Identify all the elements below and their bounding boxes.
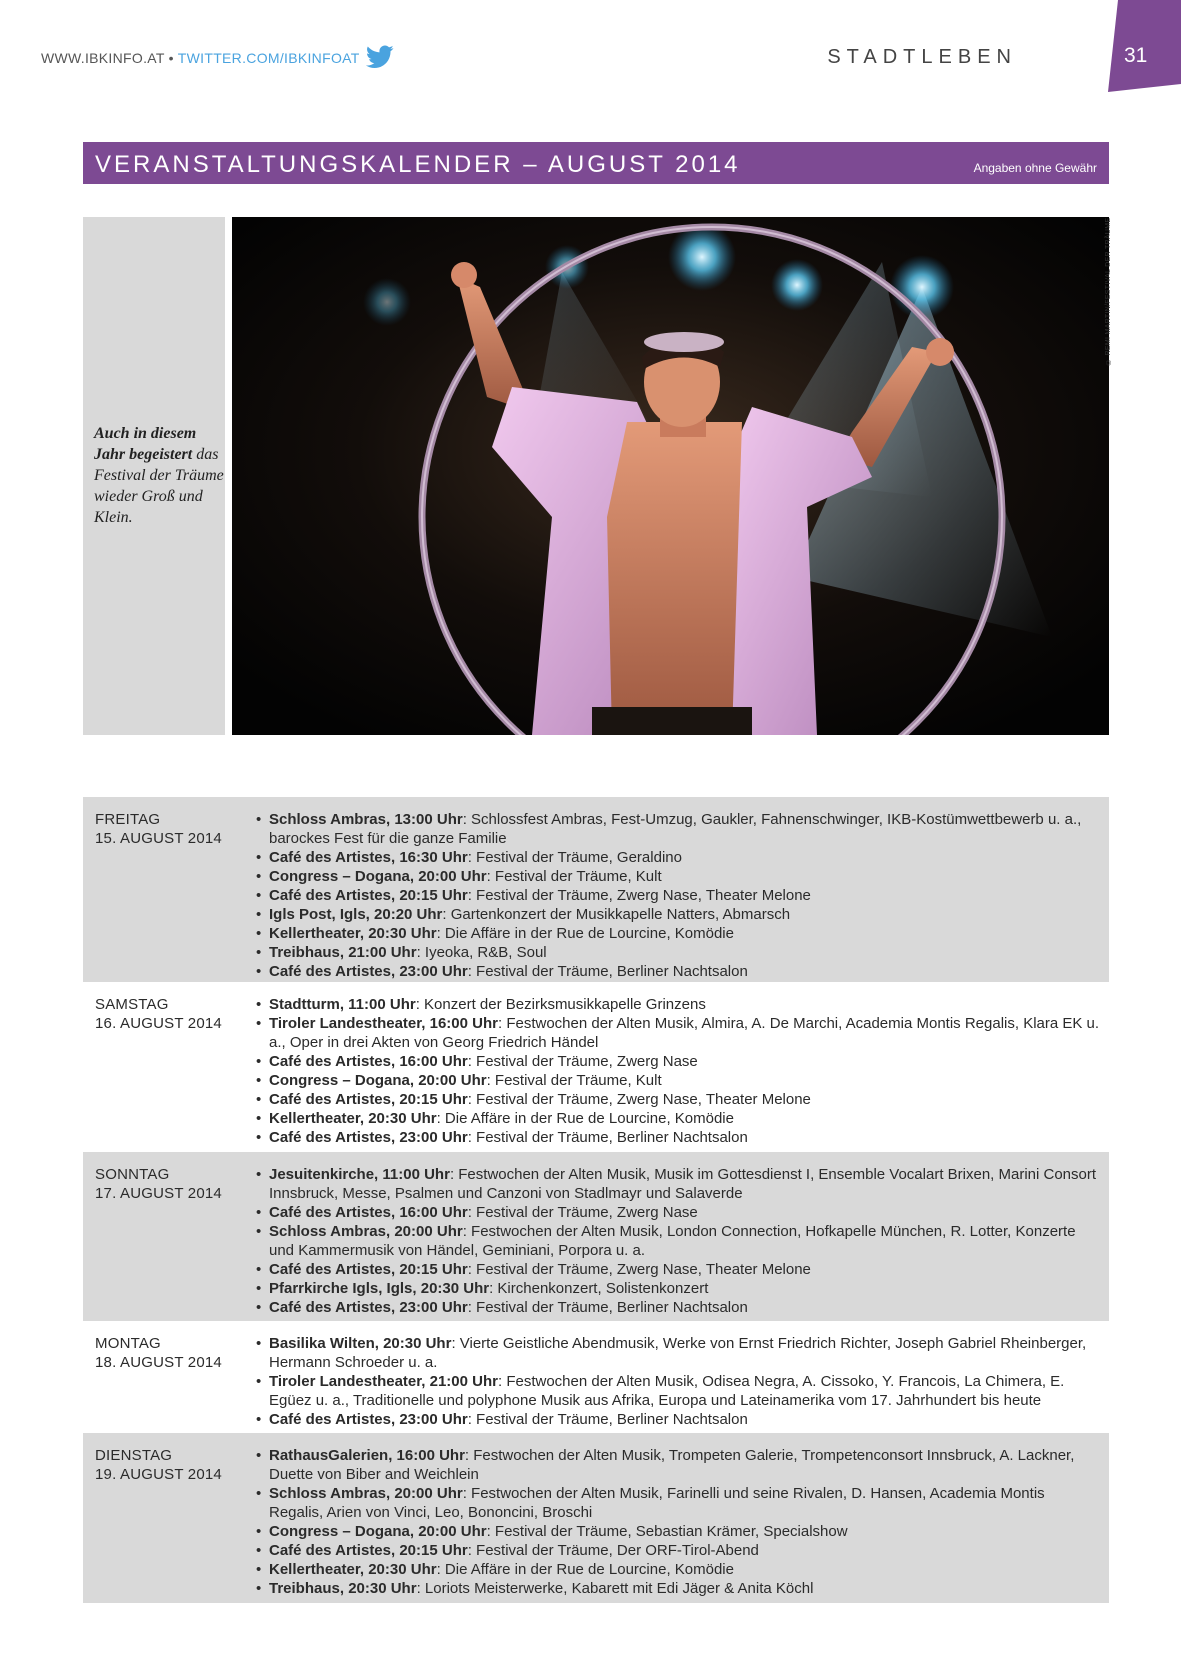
event-text: : Festwochen der Alten Musik, Odisea Negra, A. Cissoko, Y. Francois, La Chimera, E. Egüez u. a., Traditionelle und polyphone Musik aus Afrika, Europa und Lateinamerika vom 17. Jahrhundert bis heute: [269, 1373, 1065, 1409]
venue: Tiroler Landestheater, 21:00 Uhr: [269, 1373, 498, 1390]
list-item: [256, 962, 1101, 981]
page-number-tab: [1100, 0, 1181, 92]
weekday: FREITAG: [95, 811, 161, 828]
list-item: [256, 995, 1101, 1014]
day-date: [95, 1334, 222, 1372]
list-item: [256, 1279, 1101, 1298]
twitter-url[interactable]: TWITTER.COM/IBKINFOAT: [177, 50, 360, 66]
list-item: [256, 1372, 1101, 1410]
venue: Schloss Ambras, 20:00 Uhr: [269, 1223, 463, 1240]
list-item: [256, 1109, 1101, 1128]
venue: Café des Artistes, 20:15 Uhr: [269, 1542, 468, 1559]
venue: Treibhaus, 21:00 Uhr: [269, 944, 417, 961]
venue: Café des Artistes, 23:00 Uhr: [269, 963, 468, 980]
event-text: : Festival der Träume, Zwerg Nase: [467, 1204, 698, 1221]
venue: Jesuitenkirche, 11:00 Uhr: [269, 1166, 450, 1183]
event-text: : Iyeoka, R&B, Soul: [416, 944, 547, 961]
venue: Congress – Dogana, 20:00 Uhr: [269, 1072, 487, 1089]
list-item: [256, 1260, 1101, 1279]
venue: Congress – Dogana, 20:00 Uhr: [269, 868, 487, 885]
date: 17. AUGUST 2014: [95, 1185, 222, 1202]
photo-credit: © REMI MARTIN/FESTIVAL DER TRÄUME: [1105, 218, 1112, 366]
day-friday: [83, 797, 1109, 982]
list-item: [256, 1071, 1101, 1090]
festival-photo: [232, 217, 1109, 735]
day-saturday: [83, 982, 1109, 1152]
list-item: [256, 924, 1101, 943]
event-text: : Die Affäre in der Rue de Lourcine, Komödie: [436, 925, 734, 942]
list-item: [256, 810, 1101, 848]
list-item: [256, 1090, 1101, 1109]
venue: Café des Artistes, 16:30 Uhr: [269, 849, 468, 866]
list-item: [256, 1298, 1101, 1317]
twitter-bird-icon[interactable]: [366, 45, 394, 69]
list-item: [256, 905, 1101, 924]
event-text: : Festwochen der Alten Musik, Trompeten Galerie, Trompetenconsort Innsbruck, A. Lackner, Duette von Biber and Weichlein: [269, 1447, 1075, 1483]
venue: RathausGalerien, 16:00 Uhr: [269, 1447, 465, 1464]
weekday: SONNTAG: [95, 1166, 170, 1183]
date: 19. AUGUST 2014: [95, 1466, 222, 1483]
event-text: : Festival der Träume, Sebastian Krämer, Specialshow: [486, 1523, 848, 1540]
list-item: [256, 1446, 1101, 1484]
event-text: : Festival der Träume, Zwerg Nase, Theater Melone: [467, 1091, 811, 1108]
venue: Café des Artistes, 20:15 Uhr: [269, 1261, 468, 1278]
list-item: [256, 1579, 1101, 1598]
event-text: : Festival der Träume, Kult: [486, 1072, 662, 1089]
list-item: [256, 1484, 1101, 1522]
event-list: [256, 995, 1101, 1147]
date: 16. AUGUST 2014: [95, 1015, 222, 1032]
weekday: SAMSTAG: [95, 996, 169, 1013]
event-text: : Konzert der Bezirksmusikkapelle Grinzens: [415, 996, 706, 1013]
header-links: [41, 50, 360, 66]
venue: Café des Artistes, 16:00 Uhr: [269, 1053, 468, 1070]
list-item: [256, 1128, 1101, 1147]
list-item: [256, 1014, 1101, 1052]
list-item: [256, 1334, 1101, 1372]
caption-rest: das Festival der Träume wieder Groß und Klein.: [94, 446, 224, 526]
venue: Igls Post, Igls, 20:20 Uhr: [269, 906, 443, 923]
event-list: [256, 1446, 1101, 1598]
caption-bold: Auch in diesem Jahr begeistert: [94, 425, 197, 463]
venue: Stadtturm, 11:00 Uhr: [269, 996, 416, 1013]
venue: Café des Artistes, 23:00 Uhr: [269, 1411, 468, 1428]
venue: Congress – Dogana, 20:00 Uhr: [269, 1523, 487, 1540]
weekday: DIENSTAG: [95, 1447, 173, 1464]
venue: Schloss Ambras, 13:00 Uhr: [269, 811, 463, 828]
list-item: [256, 1203, 1101, 1222]
page-title: VERANSTALTUNGSKALENDER – AUGUST 2014: [95, 151, 741, 178]
list-item: [256, 867, 1101, 886]
day-date: [95, 995, 222, 1033]
event-text: : Festwochen der Alten Musik, Almira, A. De Marchi, Academia Montis Regalis, Klara EK u. a., Oper in drei Akten von Georg Friedrich Händel: [269, 1015, 1100, 1051]
venue: Café des Artistes, 20:15 Uhr: [269, 887, 468, 904]
event-text: : Festival der Träume, Geraldino: [467, 849, 682, 866]
venue: Tiroler Landestheater, 16:00 Uhr: [269, 1015, 498, 1032]
event-text: : Festwochen der Alten Musik, Musik im Gottesdienst I, Ensemble Vocalart Brixen, Marini Consort Innsbruck, Messe, Psalmen und Canzoni von Stadlmayr und Salaverde: [269, 1166, 1097, 1202]
list-item: [256, 1222, 1101, 1260]
list-item: [256, 886, 1101, 905]
list-item: [256, 1541, 1101, 1560]
section-name: STADTLEBEN: [827, 46, 1017, 68]
day-date: [95, 1446, 222, 1484]
caption-panel: [83, 217, 225, 735]
site-url[interactable]: WWW.IBKINFO.AT: [41, 50, 165, 66]
list-item: [256, 1165, 1101, 1203]
list-item: [256, 943, 1101, 962]
header-separator: •: [164, 50, 178, 66]
event-text: : Loriots Meisterwerke, Kabarett mit Edi Jäger & Anita Köchl: [416, 1580, 814, 1597]
event-text: : Festival der Träume, Berliner Nachtsalon: [467, 1411, 748, 1428]
list-item: [256, 1560, 1101, 1579]
day-date: [95, 810, 222, 848]
event-list: [256, 1165, 1101, 1317]
event-text: : Vierte Geistliche Abendmusik, Werke von Ernst Friedrich Richter, Joseph Gabriel Rheinberger, Hermann Schroeder u. a.: [269, 1335, 1087, 1371]
list-item: [256, 1522, 1101, 1541]
event-text: : Festival der Träume, Berliner Nachtsalon: [467, 1299, 748, 1316]
weekday: MONTAG: [95, 1335, 161, 1352]
event-text: : Festival der Träume, Berliner Nachtsalon: [467, 963, 748, 980]
date: 18. AUGUST 2014: [95, 1354, 222, 1371]
event-list: [256, 1334, 1101, 1429]
disclaimer: Angaben ohne Gewähr: [973, 161, 1097, 175]
photo-caption: [94, 423, 224, 528]
event-text: : Gartenkonzert der Musikkapelle Natters, Abmarsch: [442, 906, 791, 923]
event-text: : Kirchenkonzert, Solistenkonzert: [489, 1280, 709, 1297]
venue: Schloss Ambras, 20:00 Uhr: [269, 1485, 463, 1502]
event-text: : Festival der Träume, Berliner Nachtsalon: [467, 1129, 748, 1146]
event-text: : Festival der Träume, Kult: [486, 868, 662, 885]
list-item: [256, 1052, 1101, 1071]
title-bar: [83, 142, 1109, 184]
event-text: : Festwochen der Alten Musik, London Connection, Hofkapelle München, R. Lotter, Konzerte und Kammermusik von Händel, Geminiani, Porpora u. a.: [269, 1223, 1076, 1259]
venue: Treibhaus, 20:30 Uhr: [269, 1580, 417, 1597]
day-date: [95, 1165, 222, 1203]
event-text: : Schlossfest Ambras, Fest-Umzug, Gaukler, Fahnenschwinger, IKB-Kostümwettbewerb u. a., barockes Fest für die ganze Familie: [269, 811, 1082, 847]
event-text: : Festival der Träume, Zwerg Nase, Theater Melone: [467, 1261, 811, 1278]
day-monday: [83, 1321, 1109, 1433]
venue: Café des Artistes, 20:15 Uhr: [269, 1091, 468, 1108]
venue: Kellertheater, 20:30 Uhr: [269, 925, 437, 942]
list-item: [256, 1410, 1101, 1429]
page-number: 31: [1124, 44, 1148, 67]
venue: Café des Artistes, 16:00 Uhr: [269, 1204, 468, 1221]
venue: Basilika Wilten, 20:30 Uhr: [269, 1335, 452, 1352]
event-text: : Festival der Träume, Der ORF-Tirol-Abend: [467, 1542, 759, 1559]
event-text: : Festwochen der Alten Musik, Farinelli und seine Rivalen, D. Hansen, Academia Montis Regalis, Arien von Vinci, Leo, Bononcini, Broschi: [269, 1485, 1045, 1521]
day-tuesday: [83, 1433, 1109, 1603]
venue: Kellertheater, 20:30 Uhr: [269, 1561, 437, 1578]
date: 15. AUGUST 2014: [95, 830, 222, 847]
venue: Kellertheater, 20:30 Uhr: [269, 1110, 437, 1127]
event-text: : Festival der Träume, Zwerg Nase, Theater Melone: [467, 887, 811, 904]
event-list: [256, 810, 1101, 981]
event-text: : Die Affäre in der Rue de Lourcine, Komödie: [436, 1561, 734, 1578]
venue: Pfarrkirche Igls, Igls, 20:30 Uhr: [269, 1280, 490, 1297]
day-sunday: [83, 1152, 1109, 1321]
event-text: : Die Affäre in der Rue de Lourcine, Komödie: [436, 1110, 734, 1127]
venue: Café des Artistes, 23:00 Uhr: [269, 1299, 468, 1316]
list-item: [256, 848, 1101, 867]
venue: Café des Artistes, 23:00 Uhr: [269, 1129, 468, 1146]
event-text: : Festival der Träume, Zwerg Nase: [467, 1053, 698, 1070]
